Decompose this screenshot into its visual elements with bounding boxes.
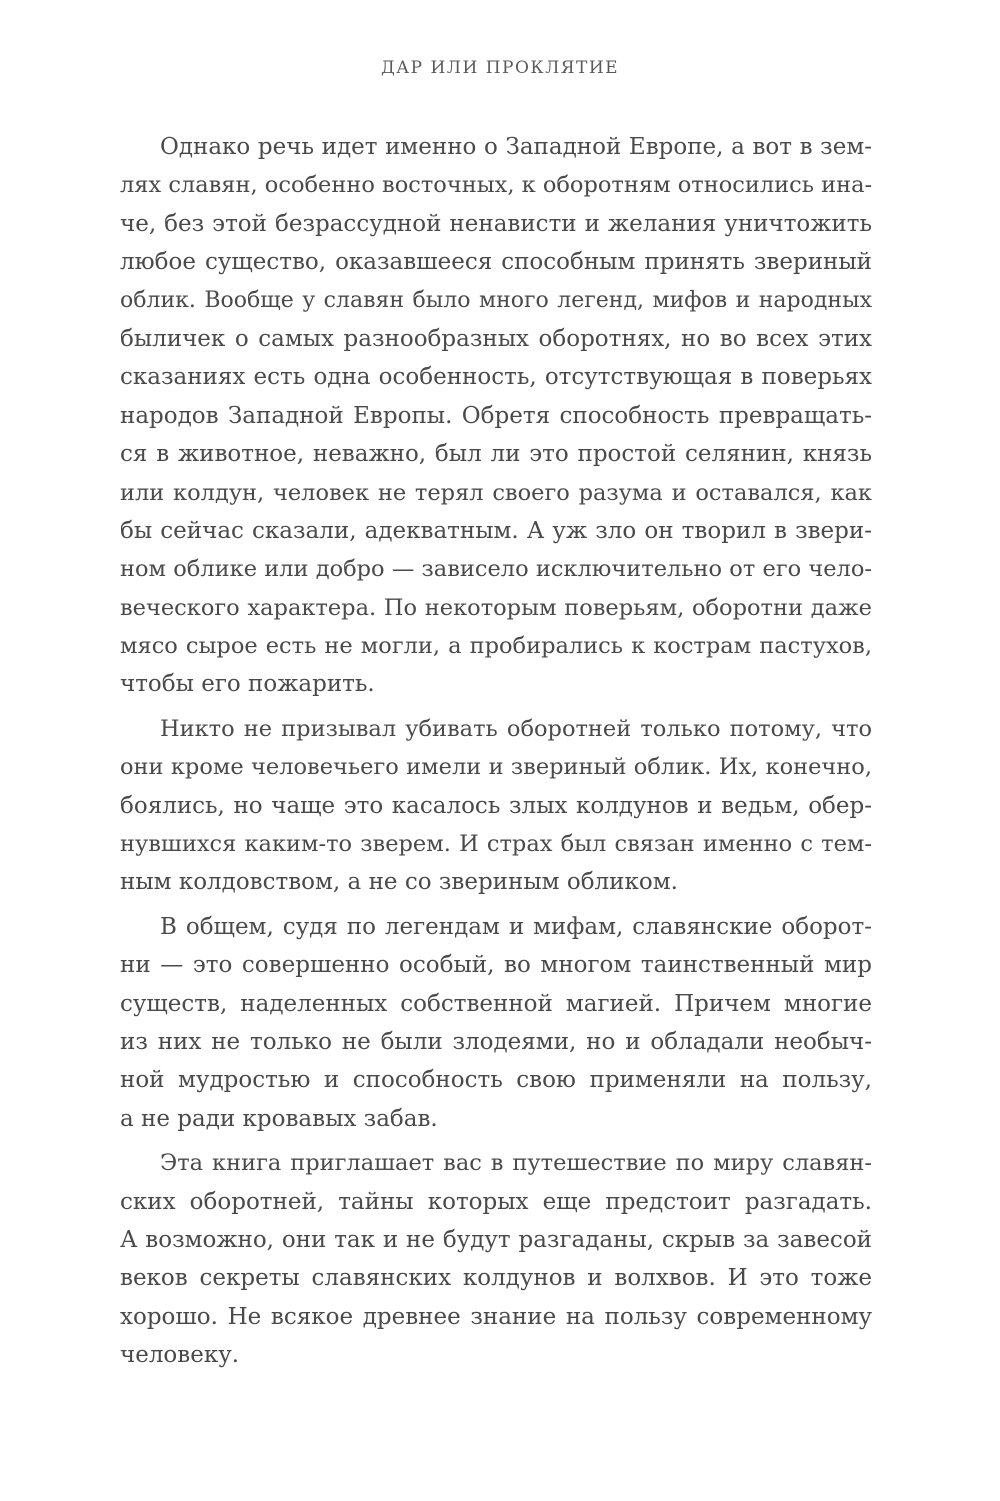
paragraph-2 (120, 710, 872, 902)
paragraph-4 (120, 1144, 872, 1374)
text-line: облик. Вообще у славян было много легенд, мифов и народных (120, 287, 872, 313)
text-line: из них не только не были злодеями, но и обладали необыч- (120, 1028, 872, 1055)
text-line: Никто не призывал убивать оборотней только потому, что (160, 715, 872, 742)
paragraph-1 (120, 128, 872, 704)
text-line: бы сейчас сказали, адекватным. А уж зло он творил в звери- (120, 517, 872, 544)
text-line: А возможно, они так и не будут разгаданы, скрыв за завесой (120, 1226, 872, 1253)
text-line: веческого характера. По некоторым поверьям, оборотни даже (120, 594, 872, 621)
text-line: сказаниях есть одна особенность, отсутствующая в поверьях (120, 364, 872, 391)
text-line: любое существо, оказавшееся способным принять звериный (120, 249, 872, 276)
text-line: Однако речь идет именно о Западной Европе, а вот в зем- (160, 134, 872, 160)
text-line: че, без этой безрассудной ненависти и желания уничтожить (120, 210, 872, 237)
text-line: ным колдовством, а не со звериным обликом. (120, 869, 678, 896)
text-line: лях славян, особенно восточных, к оборотням относились ина- (120, 172, 873, 199)
text-line: или колдун, человек не терял своего разума и оставался, как (120, 479, 872, 506)
text-line: мясо сырое есть не могли, а пробирались к кострам пастухов, (120, 633, 872, 660)
text-line: человеку. (120, 1342, 240, 1369)
running-title: ДАР ИЛИ ПРОКЛЯТИЕ (380, 58, 620, 78)
text-line: хорошо. Не всякое древнее знание на пользу современному (120, 1303, 872, 1330)
text-line: ной мудростью и способность свою применяли на пользу, (120, 1067, 872, 1094)
text-line: веков секреты славянских колдунов и волхвов. И это тоже (120, 1265, 872, 1292)
text-line: они кроме человечьего имели и звериный облик. Их, конечно, (120, 754, 872, 781)
body-text (120, 128, 872, 1375)
text-line: быличек о самых разнообразных оборотнях, но во всех этих (120, 325, 872, 352)
text-line: ни — это совершенно особый, во многом таинственный мир (120, 952, 872, 979)
text-line: ся в животное, неважно, был ли это простой селянин, князь (120, 441, 872, 468)
text-line: боялись, но чаще это касалось злых колдунов и ведьм, обер- (120, 792, 872, 819)
text-line: Эта книга приглашает вас в путешествие по миру славян- (160, 1150, 872, 1177)
text-line: а не ради кровавых забав. (120, 1105, 438, 1132)
text-line: чтобы его пожарить. (120, 671, 375, 698)
text-line: нувшихся каким-то зверем. И страх был связан именно с тем- (120, 831, 872, 858)
text-line: существ, наделенных собственной магией. Причем многие (120, 990, 872, 1017)
text-line: ских оборотней, тайны которых еще предстоит разгадать. (120, 1188, 872, 1215)
text-line: народов Западной Европы. Обретя способность превращать- (120, 402, 872, 429)
text-line: В общем, судя по легендам и мифам, славянские оборот- (160, 913, 872, 940)
text-line: ном облике или добро — зависело исключительно от его чело- (120, 556, 872, 583)
paragraph-3 (120, 908, 872, 1138)
